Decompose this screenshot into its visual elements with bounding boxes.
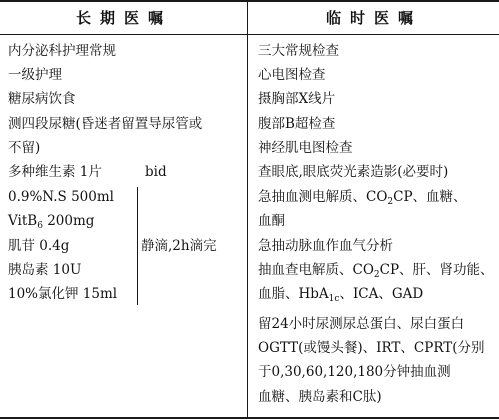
iv-saline: 0.9%N.S 500ml [8,189,114,205]
multivitamin-frequency: bid [145,164,167,180]
temporary-item: 查眼底,眼底荧光素造影(必要时) [258,164,449,180]
iv-vitamin-b6: VitB$_6$ 200mg [8,213,95,231]
iv-group-bracket [137,187,138,305]
multivitamin-order: 多种维生素 1片 [8,164,102,180]
long-term-item: 不留) [8,140,41,156]
electrolytes-order-line1: 急抽血测电解质、$CO_2CP$、血糖、 [258,189,467,207]
iv-insulin: 胰岛素 10U [8,262,82,278]
long-term-item: 糖尿病饮食 [8,91,76,107]
temporary-item: 心电图检查 [258,67,326,83]
header-divider [0,34,499,35]
ogtt-order-line4: 血糖、胰岛素和C肽) [258,389,382,405]
temporary-item: 摄胸部X线片 [258,91,336,107]
iv-route: 静滴,2h滴完 [141,238,217,254]
bottom-border [0,417,499,419]
header-long-term: 长期医嘱 [76,9,173,27]
electrolytes-order-line2: 血酮 [258,213,285,229]
labs-order-line1: 抽血查电解质、$CO_2CP$、肝、肾功能、 [258,262,494,280]
labs-order-line2: 血脂、HbA$_{1c}$、ICA、GAD [258,286,424,304]
top-border [0,0,499,2]
temporary-item: 腹部B超检查 [258,116,336,132]
temporary-item: 神经肌电图检查 [258,140,353,156]
ogtt-order-line1: 留24小时尿测尿总蛋白、尿白蛋白 [258,316,465,332]
blood-gas-order: 急抽动脉血作血气分析 [258,238,393,254]
column-divider [247,0,248,419]
header-temporary: 临时医嘱 [326,9,423,27]
iv-inosine: 肌苷 0.4g [8,238,70,254]
ogtt-order-line3: 于0,30,60,120,180分钟抽血测 [258,364,451,380]
ogtt-order-line2: OGTT(或馒头餐)、IRT、CPRT(分别 [258,340,485,356]
long-term-item: 一级护理 [8,67,62,83]
iv-potassium-chloride: 10%氯化钾 15ml [8,286,118,302]
long-term-item: 内分泌科护理常规 [8,43,116,59]
long-term-item: 测四段尿糖(昏迷者留置导尿管或 [8,116,203,132]
temporary-item: 三大常规检查 [258,43,339,59]
